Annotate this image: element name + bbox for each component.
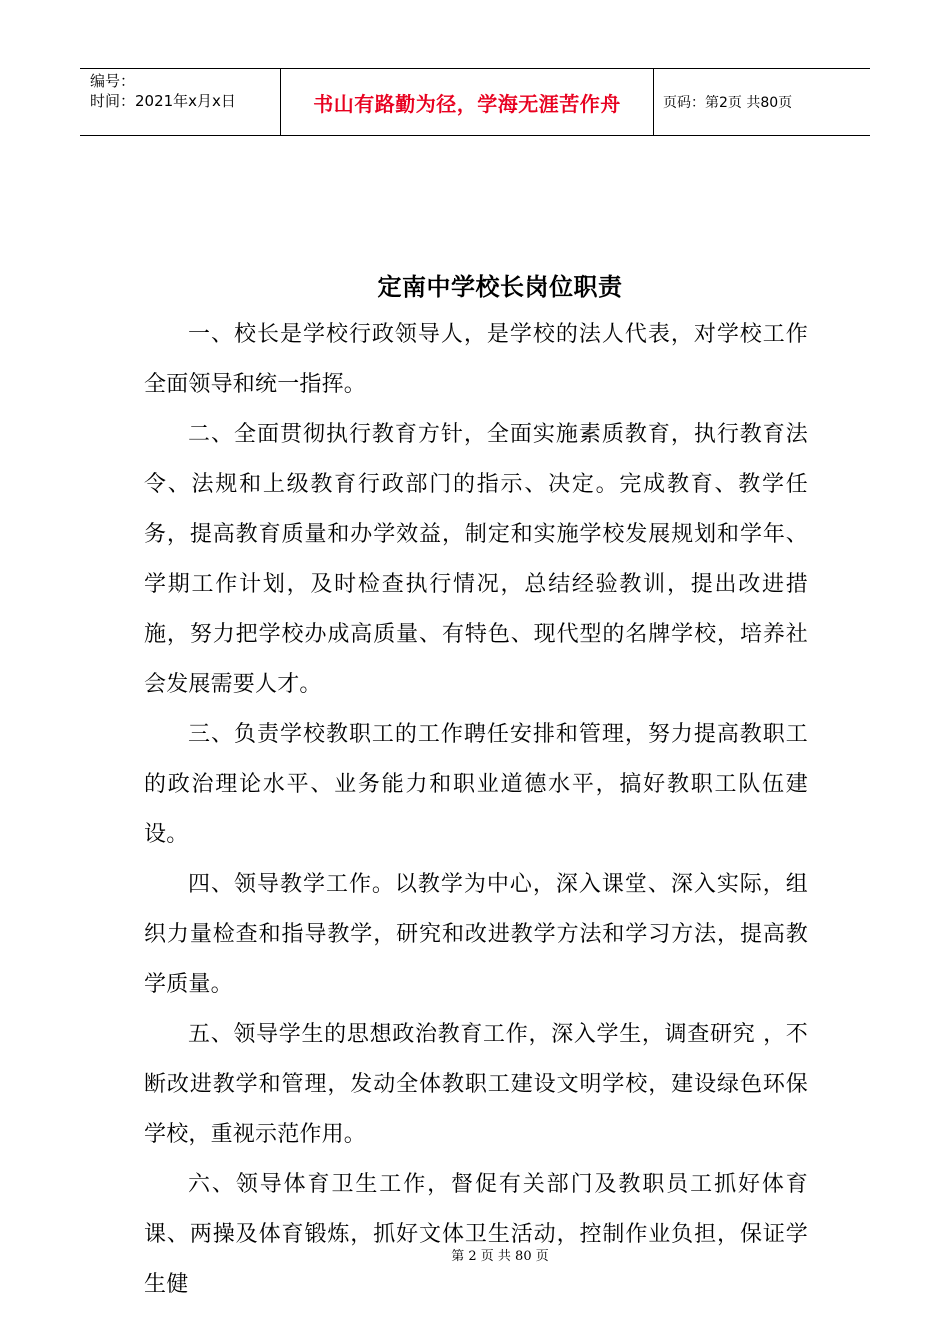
number-label: 编号： [90,72,136,90]
header-meta-cell [80,69,281,135]
paragraph-2: 二、全面贯彻执行教育方针，全面实施素质教育，执行教育法令、法规和上级教育行政部门的指示、决定。完成教育、教学任务，提高教育质量和办学效益，制定和实施学校发展规划和学年、学期工作计划，及时检查执行情况，总结经验教训，提出改进措施，努力把学校办成高质量、有特色、现代型的名牌学校，培养社会发展需要人才。 [144,422,808,697]
header-page-info: 页码：第2页 共80页 [663,95,793,111]
document-body [144,310,808,1310]
header-table [80,68,870,136]
document-title: 定南中学校长岗位职责 [377,273,623,301]
time-label: 时间：2021年x月x日 [90,92,236,110]
page-footer: 第 2 页 共 80 页 [451,1249,549,1264]
paragraph-4: 四、领导教学工作。以教学为中心，深入课堂、深入实际，组织力量检查和指导教学，研究和改进教学方法和学习方法，提高教学质量。 [144,872,808,997]
paragraph-1: 一、校长是学校行政领导人，是学校的法人代表，对学校工作全面领导和统一指挥。 [144,322,808,397]
paragraph-5: 五、领导学生的思想政治教育工作，深入学生，调查研究 ，不断改进教学和管理，发动全体教职工建设文明学校，建设绿色环保学校，重视示范作用。 [144,1022,808,1147]
paragraph-6: 六、领导体育卫生工作，督促有关部门及教职员工抓好体育课、两操及体育锻炼，抓好文体卫生活动，控制作业负担，保证学生健 [144,1172,808,1297]
paragraph-3: 三、负责学校教职工的工作聘任安排和管理，努力提高教职工的政治理论水平、业务能力和职业道德水平，搞好教职工队伍建设。 [144,722,808,847]
header-motto: 书山有路勤为径，学海无涯苦作舟 [281,69,654,135]
